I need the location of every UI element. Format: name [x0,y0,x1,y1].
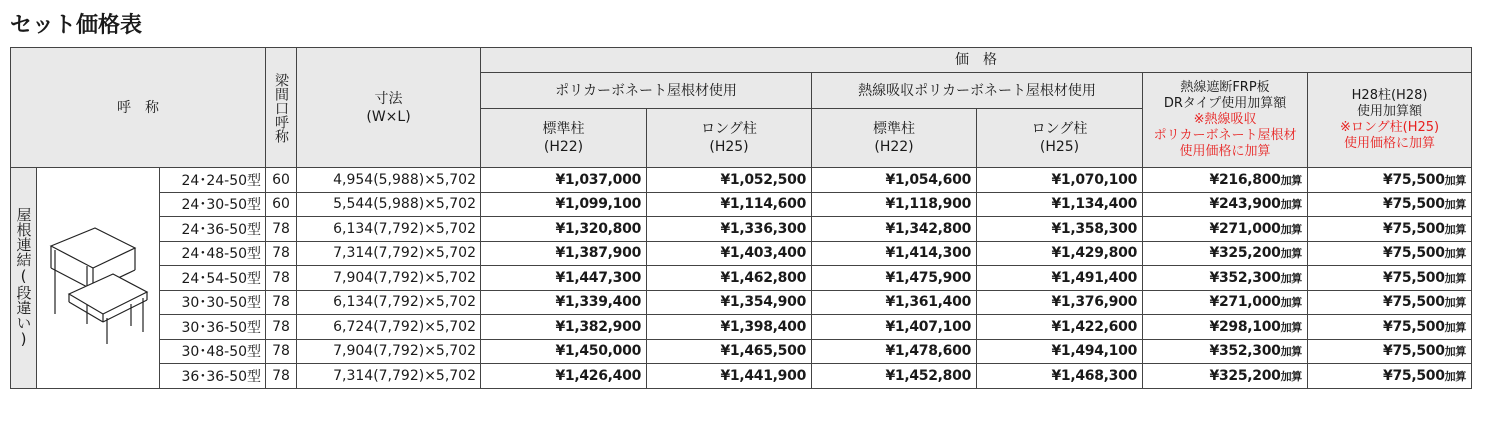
poly-long-price: ¥1,403,400 [647,241,812,266]
h28-price [1308,364,1472,389]
frp-price [1143,339,1308,364]
add-suffix: 加算 [1444,222,1467,236]
h28-price-value: ¥75,500 [1383,318,1445,335]
frp-price [1143,266,1308,291]
heat-std-price: ¥1,475,900 [812,266,977,291]
heat-std-price: ¥1,118,900 [812,192,977,217]
add-suffix: 加算 [1444,271,1467,285]
model-cell: 24･54-50型 [160,266,266,291]
heat-long-price: ¥1,376,900 [977,290,1143,315]
add-suffix: 加算 [1280,369,1303,383]
h28-header: H28柱(H28) 使用加算額 ※ロング柱(H25) 使用価格に加算 [1308,73,1472,168]
h28-price [1308,217,1472,242]
add-suffix: 加算 [1444,247,1467,261]
h28-price-value: ¥75,500 [1383,196,1445,213]
series-label: 屋根連結(段違い) [14,207,33,349]
beam-cell: 78 [266,290,297,315]
frp-price [1143,217,1308,242]
add-suffix: 加算 [1444,320,1467,334]
frp-price [1143,168,1308,193]
add-suffix: 加算 [1280,173,1303,187]
h28-price [1308,266,1472,291]
poly-long-price: ¥1,354,900 [647,290,812,315]
h28-price [1308,290,1472,315]
frp-price [1143,315,1308,340]
model-cell: 30･48-50型 [160,339,266,364]
h28-price-value: ¥75,500 [1383,171,1445,188]
product-image-cell [37,168,160,389]
frp-price [1143,290,1308,315]
heat-std-price: ¥1,414,300 [812,241,977,266]
h28-price [1308,192,1472,217]
poly-long-price: ¥1,398,400 [647,315,812,340]
size-cell: 7,904(7,792)×5,702 [297,339,481,364]
add-suffix: 加算 [1280,222,1303,236]
poly-std-price: ¥1,387,900 [481,241,647,266]
model-cell: 30･36-50型 [160,315,266,340]
poly-long-price: ¥1,462,800 [647,266,812,291]
model-cell: 24･48-50型 [160,241,266,266]
size-header: 寸法 (W×L) [297,48,481,168]
size-cell: 7,314(7,792)×5,702 [297,364,481,389]
table-row [11,192,1472,217]
beam-header: 梁間口呼称 [266,48,297,168]
heat-long-price: ¥1,422,600 [977,315,1143,340]
frp-price-value: ¥243,900 [1209,196,1281,213]
carport-roof-diagram-icon [43,206,153,346]
table-row [11,364,1472,389]
name-header: 呼 称 [11,48,266,168]
model-cell: 24･36-50型 [160,217,266,242]
heat-long-price: ¥1,468,300 [977,364,1143,389]
h28-price-value: ¥75,500 [1383,367,1445,384]
add-suffix: 加算 [1444,173,1467,187]
poly-std-price: ¥1,099,100 [481,192,647,217]
add-suffix: 加算 [1280,247,1303,261]
h28-price-value: ¥75,500 [1383,294,1445,311]
model-cell: 36･36-50型 [160,364,266,389]
h28-price [1308,339,1472,364]
heat-std-price: ¥1,342,800 [812,217,977,242]
heat-std-price: ¥1,361,400 [812,290,977,315]
beam-cell: 78 [266,364,297,389]
heat-long-price: ¥1,494,100 [977,339,1143,364]
poly-std-price: ¥1,320,800 [481,217,647,242]
heat-long-price: ¥1,134,400 [977,192,1143,217]
series-label-cell [11,168,37,389]
heat-header: 熱線吸収ポリカーボネート屋根材使用 [812,73,1143,109]
heat-std-price: ¥1,478,600 [812,339,977,364]
add-suffix: 加算 [1280,320,1303,334]
page-title: セット価格表 [10,13,143,38]
heat-std-price: ¥1,054,600 [812,168,977,193]
model-cell: 30･30-50型 [160,290,266,315]
poly-long-price: ¥1,441,900 [647,364,812,389]
poly-std-header: 標準柱 (H22) [481,109,647,168]
price-table [10,47,1472,389]
add-suffix: 加算 [1444,296,1467,310]
price-header: 価 格 [481,48,1472,73]
add-suffix: 加算 [1444,369,1467,383]
beam-cell: 60 [266,192,297,217]
h28-price [1308,168,1472,193]
add-suffix: 加算 [1280,198,1303,212]
h28-price [1308,315,1472,340]
frp-price [1143,192,1308,217]
size-cell: 6,134(7,792)×5,702 [297,290,481,315]
frp-price-value: ¥271,000 [1209,294,1281,311]
table-row [11,339,1472,364]
heat-std-header: 標準柱 (H22) [812,109,977,168]
size-cell: 6,134(7,792)×5,702 [297,217,481,242]
frp-price-value: ¥271,000 [1209,220,1281,237]
table-row [11,217,1472,242]
table-row [11,168,1472,193]
frp-price-value: ¥352,300 [1209,343,1281,360]
table-row [11,266,1472,291]
model-cell: 24･30-50型 [160,192,266,217]
poly-long-header: ロング柱 (H25) [647,109,812,168]
poly-long-price: ¥1,465,500 [647,339,812,364]
frp-price [1143,241,1308,266]
frp-price-value: ¥325,200 [1209,367,1281,384]
frp-price-value: ¥325,200 [1209,245,1281,262]
beam-cell: 78 [266,217,297,242]
heat-long-header: ロング柱 (H25) [977,109,1143,168]
table-row [11,241,1472,266]
heat-std-price: ¥1,407,100 [812,315,977,340]
table-row [11,315,1472,340]
table-row [11,290,1472,315]
h28-price-value: ¥75,500 [1383,245,1445,262]
heat-long-price: ¥1,070,100 [977,168,1143,193]
frp-header: 熱線遮断FRP板 DRタイプ使用加算額 ※熱線吸収 ポリカーボネート屋根材 使用価格に加算 [1143,73,1308,168]
poly-long-price: ¥1,336,300 [647,217,812,242]
frp-price-value: ¥352,300 [1209,269,1281,286]
add-suffix: 加算 [1280,345,1303,359]
add-suffix: 加算 [1280,271,1303,285]
poly-long-price: ¥1,052,500 [647,168,812,193]
heat-std-price: ¥1,452,800 [812,364,977,389]
add-suffix: 加算 [1444,198,1467,212]
frp-price [1143,364,1308,389]
beam-cell: 78 [266,266,297,291]
frp-price-value: ¥298,100 [1209,318,1281,335]
poly-std-price: ¥1,450,000 [481,339,647,364]
size-cell: 7,904(7,792)×5,702 [297,266,481,291]
poly-std-price: ¥1,426,400 [481,364,647,389]
beam-cell: 78 [266,315,297,340]
beam-cell: 78 [266,241,297,266]
heat-long-price: ¥1,491,400 [977,266,1143,291]
size-cell: 5,544(5,988)×5,702 [297,192,481,217]
poly-header: ポリカーボネート屋根材使用 [481,73,812,109]
add-suffix: 加算 [1444,345,1467,359]
heat-long-price: ¥1,429,800 [977,241,1143,266]
beam-cell: 78 [266,339,297,364]
poly-std-price: ¥1,382,900 [481,315,647,340]
size-cell: 6,724(7,792)×5,702 [297,315,481,340]
heat-long-price: ¥1,358,300 [977,217,1143,242]
h28-price [1308,241,1472,266]
h28-price-value: ¥75,500 [1383,269,1445,286]
poly-std-price: ¥1,339,400 [481,290,647,315]
poly-std-price: ¥1,447,300 [481,266,647,291]
poly-long-price: ¥1,114,600 [647,192,812,217]
beam-cell: 60 [266,168,297,193]
model-cell: 24･24-50型 [160,168,266,193]
price-table-body [11,168,1472,389]
frp-price-value: ¥216,800 [1209,171,1281,188]
size-cell: 4,954(5,988)×5,702 [297,168,481,193]
poly-std-price: ¥1,037,000 [481,168,647,193]
size-cell: 7,314(7,792)×5,702 [297,241,481,266]
h28-price-value: ¥75,500 [1383,220,1445,237]
h28-price-value: ¥75,500 [1383,343,1445,360]
add-suffix: 加算 [1280,296,1303,310]
